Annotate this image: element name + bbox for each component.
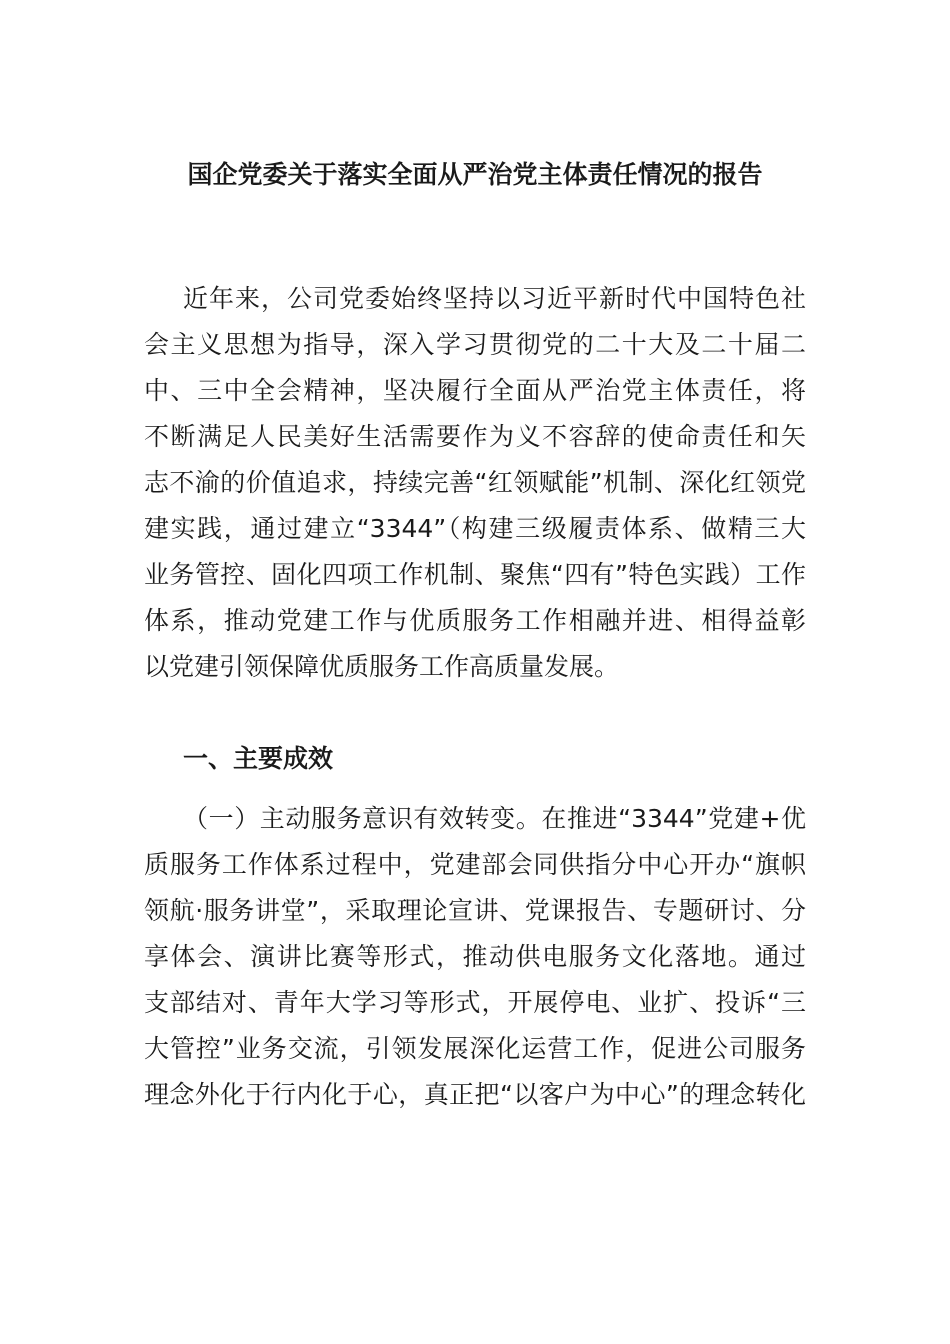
paragraph-line: 质服务工作体系过程中，党建部会同供指分中心开办“旗帜 — [144, 850, 806, 879]
paragraph-line: 志不渝的价值追求，持续完善“红领赋能”机制、深化红领党 — [144, 468, 806, 497]
paragraph-line: 理念外化于行内化于心，真正把“以客户为中心”的理念转化 — [144, 1080, 806, 1109]
section-paragraph — [144, 796, 806, 1118]
paragraph-line: （一）主动服务意识有效转变。在推进“3344”党建+优 — [183, 804, 806, 833]
paragraph-line: 享体会、演讲比赛等形式，推动供电服务文化落地。通过 — [144, 942, 806, 971]
document-title: 国企党委关于落实全面从严治党主体责任情况的报告 — [187, 160, 763, 189]
paragraph-line: 领航·服务讲堂”，采取理论宣讲、党课报告、专题研讨、分 — [144, 896, 806, 925]
paragraph-line: 不断满足人民美好生活需要作为义不容辞的使命责任和矢 — [144, 422, 806, 451]
paragraph-line: 近年来，公司党委始终坚持以习近平新时代中国特色社 — [183, 284, 806, 313]
paragraph-line: 支部结对、青年大学习等形式，开展停电、业扩、投诉“三 — [144, 988, 806, 1017]
paragraph-line: 以党建引领保障优质服务工作高质量发展。 — [144, 652, 620, 681]
intro-paragraph — [144, 276, 806, 690]
paragraph-line: 会主义思想为指导，深入学习贯彻党的二十大及二十届二 — [144, 330, 806, 359]
paragraph-line: 建实践，通过建立“3344”（构建三级履责体系、做精三大 — [144, 514, 806, 543]
paragraph-line: 大管控”业务交流，引领发展深化运营工作，促进公司服务 — [144, 1034, 806, 1063]
paragraph-line: 中、三中全会精神，坚决履行全面从严治党主体责任，将 — [144, 376, 806, 405]
paragraph-line: 体系，推动党建工作与优质服务工作相融并进、相得益彰 — [144, 606, 806, 635]
section-heading: 一、主要成效 — [183, 744, 334, 773]
paragraph-line: 业务管控、固化四项工作机制、聚焦“四有”特色实践）工作 — [144, 560, 806, 589]
